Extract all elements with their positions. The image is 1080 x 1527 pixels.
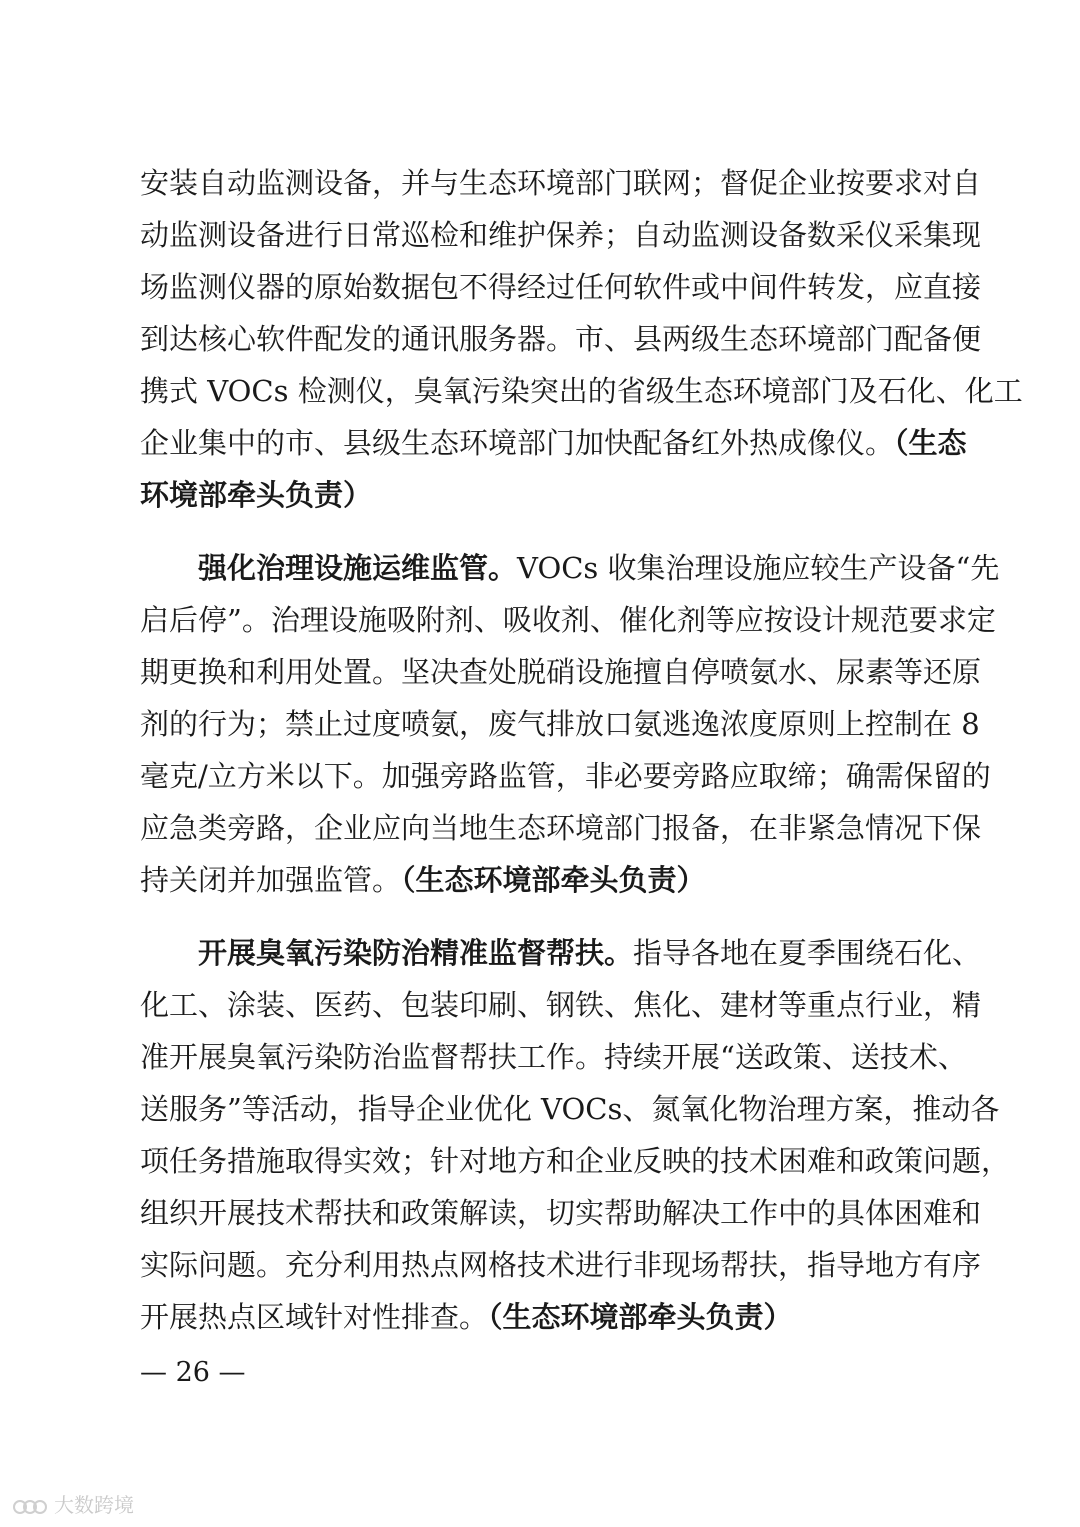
- paragraph-1-line-3: [140, 267, 982, 307]
- bold-text-segment: 强化治理设施运维监管。: [198, 551, 518, 585]
- text-segment: 组织开展技术帮扶和政策解读，切实帮助解决工作中的具体困难和: [140, 1196, 982, 1230]
- paragraph-2-line-3: [140, 652, 982, 692]
- bold-text-segment: 环境部牵头负责）: [140, 478, 373, 512]
- text-segment: VOCs 收集治理设施应较生产设备“先: [517, 551, 1000, 585]
- bold-text-segment: （生态环境部牵头负责）: [401, 863, 706, 897]
- text-segment: 动监测设备进行日常巡检和维护保养；自动监测设备数采仪采集现: [140, 218, 982, 252]
- paragraph-3-line-7: [140, 1245, 982, 1285]
- text-segment: 剂的行为；禁止过度喷氨，废气排放口氨逃逸浓度原则上控制在 8: [140, 707, 980, 741]
- text-segment: 启后停”。治理设施吸附剂、吸收剂、催化剂等应按设计规范要求定: [140, 603, 996, 637]
- text-segment: 项任务措施取得实效；针对地方和企业反映的技术困难和政策问题，: [140, 1144, 1011, 1178]
- paragraph-1-line-5: [140, 371, 1023, 411]
- text-segment: 实际问题。充分利用热点网格技术进行非现场帮扶，指导地方有序: [140, 1248, 982, 1282]
- text-segment: 企业集中的市、县级生态环境部门加快配备红外热成像仪。: [140, 426, 895, 460]
- text-segment: 安装自动监测设备，并与生态环境部门联网；督促企业按要求对自: [140, 166, 982, 200]
- paragraph-1-line-7: [140, 475, 940, 515]
- paragraph-3-line-2: [140, 985, 982, 1025]
- paragraph-3-line-4: [140, 1089, 1000, 1129]
- paragraph-2-line-2: [140, 600, 996, 640]
- paragraph-3-line-3: [140, 1037, 967, 1077]
- paragraph-2-line-6: [140, 808, 982, 848]
- text-segment: 期更换和利用处置。坚决查处脱硝设施擅自停喷氨水、尿素等还原: [140, 655, 982, 689]
- paragraph-1-line-1: [140, 163, 982, 203]
- text-segment: 送服务”等活动，指导企业优化 VOCs、氮氧化物治理方案，推动各: [140, 1092, 1000, 1126]
- text-segment: 应急类旁路，企业应向当地生态环境部门报备，在非紧急情况下保: [140, 811, 982, 845]
- paragraph-1-line-4: [140, 319, 982, 359]
- paragraph-1-line-2: [140, 215, 982, 255]
- watermark-logo-icon: [12, 1498, 48, 1516]
- text-segment: 到达核心软件配发的通讯服务器。市、县两级生态环境部门配备便: [140, 322, 982, 356]
- bold-text-segment: （生态: [894, 426, 967, 460]
- bold-text-segment: （生态环境部牵头负责）: [488, 1300, 793, 1334]
- paragraph-2-line-7: [140, 860, 940, 900]
- text-segment: 化工、涂装、医药、包装印刷、钢铁、焦化、建材等重点行业，精: [140, 988, 982, 1022]
- text-segment: 场监测仪器的原始数据包不得经过任何软件或中间件转发，应直接: [140, 270, 982, 304]
- paragraph-1-line-6: [140, 423, 967, 463]
- text-segment: 毫克/立方米以下。加强旁路监管，非必要旁路应取缔；确需保留的: [140, 759, 991, 793]
- paragraph-3-line-8: [140, 1297, 940, 1337]
- text-segment: 持关闭并加强监管。: [140, 863, 402, 897]
- page-number: — 26 —: [140, 1357, 246, 1388]
- watermark-text: 大数跨境: [54, 1493, 134, 1517]
- text-segment: 携式 VOCs 检测仪，臭氧污染突出的省级生态环境部门及石化、化工: [140, 374, 1023, 408]
- bold-text-segment: 开展臭氧污染防治精准监督帮扶。: [198, 936, 634, 970]
- paragraph-3-line-1: [198, 933, 982, 973]
- text-segment: 准开展臭氧污染防治监督帮扶工作。持续开展“送政策、送技术、: [140, 1040, 967, 1074]
- watermark: [12, 1490, 134, 1520]
- text-segment: 指导各地在夏季围绕石化、: [633, 936, 982, 970]
- paragraph-3-line-5: [140, 1141, 1011, 1181]
- paragraph-2-line-4: [140, 704, 980, 744]
- paragraph-3-line-6: [140, 1193, 982, 1233]
- text-segment: 开展热点区域针对性排查。: [140, 1300, 489, 1334]
- paragraph-2-line-5: [140, 756, 991, 796]
- paragraph-2-line-1: [198, 548, 1000, 588]
